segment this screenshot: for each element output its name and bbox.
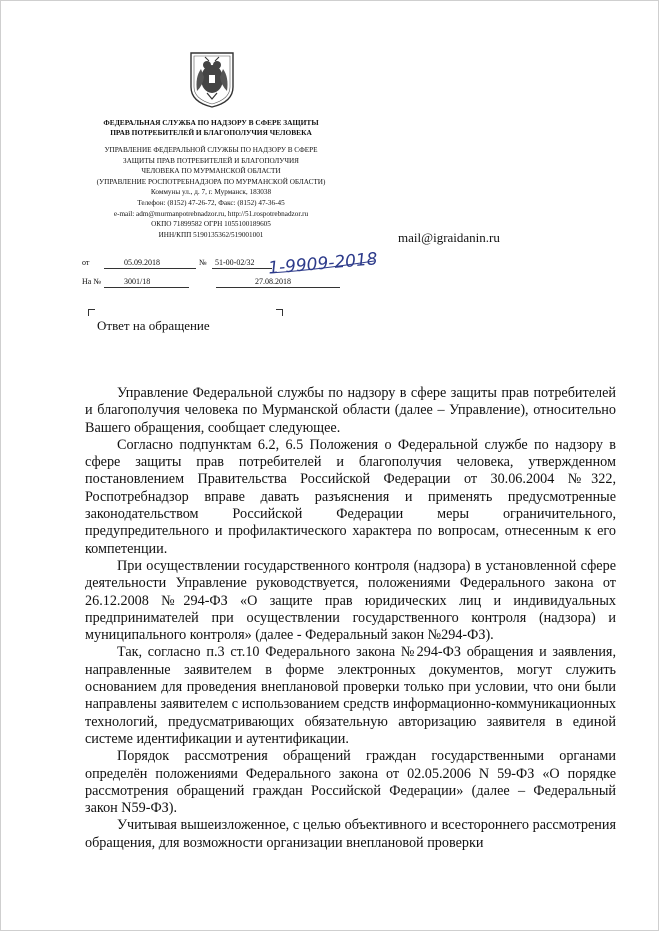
org-main-line: ПРАВ ПОТРЕБИТЕЛЕЙ И БЛАГОПОЛУЧИЯ ЧЕЛОВЕКА: [110, 128, 312, 137]
incoming-date-underline: [216, 287, 340, 288]
org-sub-line: e-mail: adm@murmanpotrebnadzor.ru, http://51.rospotrebnadzor.ru: [113, 209, 309, 218]
subject-line: Ответ на обращение: [97, 318, 210, 333]
body-paragraph: Учитывая вышеизложенное, с целью объективного и всестороннего рассмотрения обращения, для возможности организации внеплановой проверки: [85, 817, 616, 851]
outgoing-number: 51-00-02/32: [215, 258, 255, 267]
org-sub-line: Телефон: (8152) 47-26-72, Факс: (8152) 47-36-45: [137, 198, 285, 207]
body-paragraph: Управление Федеральной службы по надзору в сфере защиты прав потребителей и благополучия человека по Мурманской области (далее – Управление), относительно Вашего обращения, сообщает следующее.: [85, 385, 616, 436]
recipient-email: mail@igraidanin.ru: [398, 230, 500, 245]
org-sub-line: ИНН/КПП 5190135362/519001001: [158, 230, 264, 239]
incoming-number: 3001/18: [124, 277, 151, 286]
na-label: На №: [82, 277, 101, 286]
org-main-line: ФЕДЕРАЛЬНАЯ СЛУЖБА ПО НАДЗОРУ В СФЕРЕ ЗАЩИТЫ: [103, 118, 319, 127]
org-sub-line: Коммуны ул., д. 7, г. Мурманск, 183038: [150, 188, 272, 197]
from-label: от: [82, 258, 90, 267]
org-sub-line: ОКПО 71899582 ОГРН 1055100189605: [151, 220, 271, 229]
letter-body: [85, 385, 616, 852]
org-sub-line: УПРАВЛЕНИЕ ФЕДЕРАЛЬНОЙ СЛУЖБЫ ПО НАДЗОРУ В СФЕРЕ: [104, 146, 318, 154]
body-paragraph: Порядок рассмотрения обращений граждан государственными органами определён положениями Федерального закона от 02.05.2006 N 59-ФЗ «О порядке рассмотрения обращений граждан Российской Федерации» (далее – Федеральный закон N59-ФЗ).: [85, 748, 616, 817]
number-underline: [212, 268, 272, 269]
incoming-number-underline: [104, 287, 189, 288]
subject-corner-left: [88, 309, 95, 316]
body-paragraph: При осуществлении государственного контроля (надзора) в установленной сфере деятельности Управление руководствуется, положениями Федерального закона от 26.12.2008 №294-ФЗ «О защите прав юридических лиц и индивидуальных предпринимателей при осуществлении государственного контроля (надзора) и муниципального контроля» (далее - Федеральный закон №294-ФЗ).: [85, 557, 616, 644]
handwritten-number-text: 1-9909-2018: [267, 249, 378, 279]
coat-of-arms-icon: [187, 47, 237, 109]
org-requisites: [88, 145, 334, 240]
org-name-main: [88, 118, 334, 138]
subject-corner-right: [276, 309, 283, 316]
org-sub-line: ЧЕЛОВЕКА ПО МУРМАНСКОЙ ОБЛАСТИ: [141, 167, 281, 176]
org-sub-line: (УПРАВЛЕНИЕ РОСПОТРЕБНАДЗОРА ПО МУРМАНСКОЙ ОБЛАСТИ): [96, 177, 326, 186]
handwritten-number: [266, 245, 378, 281]
incoming-date: 27.08.2018: [255, 277, 291, 286]
org-sub-line: ЗАЩИТЫ ПРАВ ПОТРЕБИТЕЛЕЙ И БЛАГОПОЛУЧИЯ: [123, 156, 299, 165]
body-paragraph: Так, согласно п.3 ст.10 Федерального закона №294-ФЗ обращения и заявления, направленные заявителем в форме электронных документов, могут служить основанием для проведения внеплановой проверки только при условии, что они были направлены заявителем с использованием средств информационно-коммуникационных технологий, предусматривающих обязательную авторизацию заявителя в единой системе идентификации и аутентификации.: [85, 644, 616, 747]
outgoing-date: 05.09.2018: [124, 258, 160, 267]
body-paragraph: Согласно подпунктам 6.2, 6.5 Положения о Федеральной службе по надзору в сфере защиты прав потребителей и благополучия человека, утвержденном постановлением Правительства Российской Федерации от 30.06.2004 №322, Роспотребнадзор вправе давать разъяснения и применять предусмотренные законодательством Российской Федерации меры ограничительного, предупредительного и профилактического характера по вопросам, отнесенным к его компетенции.: [85, 436, 616, 557]
date-underline: [104, 268, 196, 269]
number-label: №: [199, 258, 207, 267]
